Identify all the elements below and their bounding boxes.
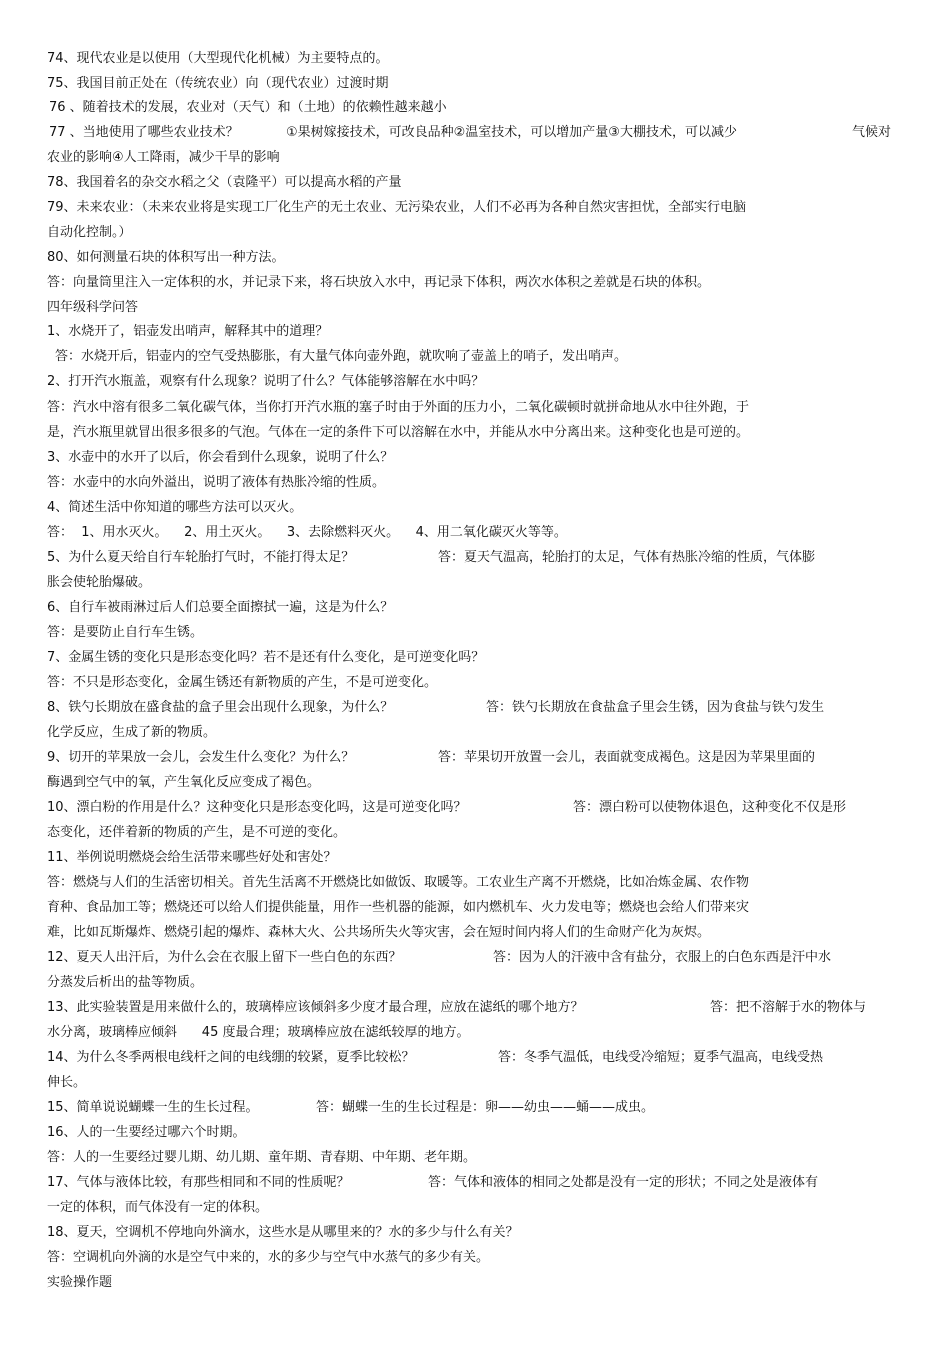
text-line: 水分离，玻璃棒应倾斜 45 度最合理；玻璃棒应放在滤纸较厚的地方。 [47,1025,470,1040]
text-line: 3、水壶中的水开了以后，你会看到什么现象，说明了什么？ [47,450,394,465]
text-line: 育种、食品加工等；燃烧还可以给人们提供能量，用作一些机器的能源，如内燃机车、火力发电等；燃烧也会给人们带来灾 [47,900,750,915]
text-line: 是，汽水瓶里就冒出很多很多的气泡。气体在一定的条件下可以溶解在水中，并能从水中分离出来。这种变化也是可逆的。 [47,425,750,440]
text-line: 答：汽水中溶有很多二氧化碳气体，当你打开汽水瓶的塞子时由于外面的压力小，二氧化碳顿时就拼命地从水中往外跑，于 [47,400,750,415]
text-line: 难，比如瓦斯爆炸、燃烧引起的爆炸、森林大火、公共场所失火等灾害，会在短时间内将人们的生命财产化为灰烬。 [47,925,711,940]
text-line: 76 、随着技术的发展，农业对（天气）和（土地）的依赖性越来越小 [49,100,447,115]
text-line: 78、我国着名的杂交水稻之父（袁隆平）可以提高水稻的产量 [47,175,402,190]
text-line: 答：燃烧与人们的生活密切相关。首先生活离不开燃烧比如做饭、取暖等。工农业生产离不开燃烧，比如冶炼金属、农作物 [47,875,750,890]
text-line: 伸长。 [47,1075,87,1090]
section-heading: 四年级科学问答 [47,300,139,315]
text-line: 态变化，还伴着新的物质的产生，是不可逆的变化。 [47,825,347,840]
text-line: 自动化控制。） [47,225,132,240]
text-line: 胀会使轮胎爆破。 [47,575,152,590]
text-line: 12、夏天人出汗后，为什么会在衣服上留下一些白色的东西？ [47,950,402,965]
text-line: 答：漂白粉可以使物体退色，这种变化不仅是形 [573,800,847,815]
text-line: 答：水壶中的水向外溢出，说明了液体有热胀冷缩的性质。 [47,475,386,490]
text-line: 15、简单说说蝴蝶一生的生长过程。 [47,1100,259,1115]
text-line: 答：蝴蝶一生的生长过程是：卵——幼虫——蛹——成虫。 [316,1100,655,1115]
section-heading: 实验操作题 [47,1275,113,1290]
text-line: 17、气体与液体比较，有那些相同和不同的性质呢？ [47,1175,350,1190]
text-line: 2、打开汽水瓶盖，观察有什么现象？说明了什么？气体能够溶解在水中吗？ [47,374,485,389]
text-line: 答：不只是形态变化，金属生锈还有新物质的产生，不是可逆变化。 [47,675,438,690]
text-line: 答：空调机向外滴的水是空气中来的，水的多少与空气中水蒸气的多少有关。 [47,1250,490,1265]
text-line: 18、夏天，空调机不停地向外滴水，这些水是从哪里来的？水的多少与什么有关？ [47,1225,519,1240]
text-line: 农业的影响④人工降雨，减少干旱的影响 [47,150,280,165]
text-line: 答：向量筒里注入一定体积的水，并记录下来，将石块放入水中，再记录下体积，两次水体积之差就是石块的体积。 [47,275,711,290]
text-line: 9、切开的苹果放一会儿，会发生什么变化？为什么？ [47,750,355,765]
text-line: 分蒸发后析出的盐等物质。 [47,975,204,990]
text-line: 气候对 [852,125,892,140]
text-line: 酶遇到空气中的氧，产生氧化反应变成了褐色。 [47,775,321,790]
text-line: 答：人的一生要经过婴儿期、幼儿期、童年期、青春期、中年期、老年期。 [47,1150,477,1165]
text-line: 80、如何测量石块的体积写出一种方法。 [47,250,285,265]
text-line: 答：水烧开后，铝壶内的空气受热膨胀，有大量气体向壶外跑，就吹响了壶盖上的哨子，发出哨声。 [55,349,628,364]
text-line: 答：铁勺长期放在食盐盒子里会生锈，因为食盐与铁勺发生 [486,700,825,715]
text-line: 77 、当地使用了哪些农业技术？ [49,125,239,140]
text-line: 一定的体积，而气体没有一定的体积。 [47,1200,269,1215]
text-line: 答：是要防止自行车生锈。 [47,625,204,640]
text-line: ①果树嫁接技术，可改良品种②温室技术，可以增加产量③大棚技术，可以减少 [286,125,737,140]
text-line: 答：冬季气温低，电线受冷缩短；夏季气温高，电线受热 [498,1050,824,1065]
text-line: 8、铁勺长期放在盛食盐的盒子里会出现什么现象，为什么？ [47,700,394,715]
text-line: 4、简述生活中你知道的哪些方法可以灭火。 [47,500,303,515]
text-line: 6、自行车被雨淋过后人们总要全面擦拭一遍，这是为什么？ [47,600,394,615]
text-line: 答：气体和液体的相同之处都是没有一定的形状；不同之处是液体有 [428,1175,819,1190]
text-line: 14、为什么冬季两根电线杆之间的电线绷的较紧，夏季比较松？ [47,1050,415,1065]
text-line: 13、此实验装置是用来做什么的，玻璃棒应该倾斜多少度才最合理，应放在滤纸的哪个地方？ [47,1000,584,1015]
text-line: 答：苹果切开放置一会儿，表面就变成褐色。这是因为苹果里面的 [438,750,816,765]
text-line: 答：把不溶解于水的物体与 [710,1000,867,1015]
text-line: 11、举例说明燃烧会给生活带来哪些好处和害处？ [47,850,337,865]
text-line: 16、人的一生要经过哪六个时期。 [47,1125,246,1140]
text-line: 74、现代农业是以使用（大型现代化机械）为主要特点的。 [47,51,389,66]
text-line: 10、漂白粉的作用是什么？这种变化只是形态变化吗，这是可逆变化吗？ [47,800,467,815]
text-line: 79、未来农业：（未来农业将是实现工厂化生产的无土农业、无污染农业，人们不必再为各种自然灾害担忧，全部实行电脑 [47,200,747,215]
text-line: 5、为什么夏天给自行车轮胎打气时，不能打得太足？ [47,550,355,565]
text-line: 7、金属生锈的变化只是形态变化吗？若不是还有什么变化，是可逆变化吗？ [47,650,485,665]
text-line: 1、水烧开了，铝壶发出哨声，解释其中的道理？ [47,324,329,339]
text-line: 75、我国目前正处在（传统农业）向（现代农业）过渡时期 [47,76,389,91]
text-line: 化学反应，生成了新的物质。 [47,725,217,740]
text-line: 答： 1、用水灭火。 2、用土灭火。 3、去除燃料灭火。 4、用二氧化碳灭火等等。 [47,525,567,540]
text-line: 答：夏天气温高，轮胎打的太足，气体有热胀冷缩的性质，气体膨 [438,550,816,565]
text-line: 答：因为人的汗液中含有盐分，衣服上的白色东西是汗中水 [493,950,832,965]
